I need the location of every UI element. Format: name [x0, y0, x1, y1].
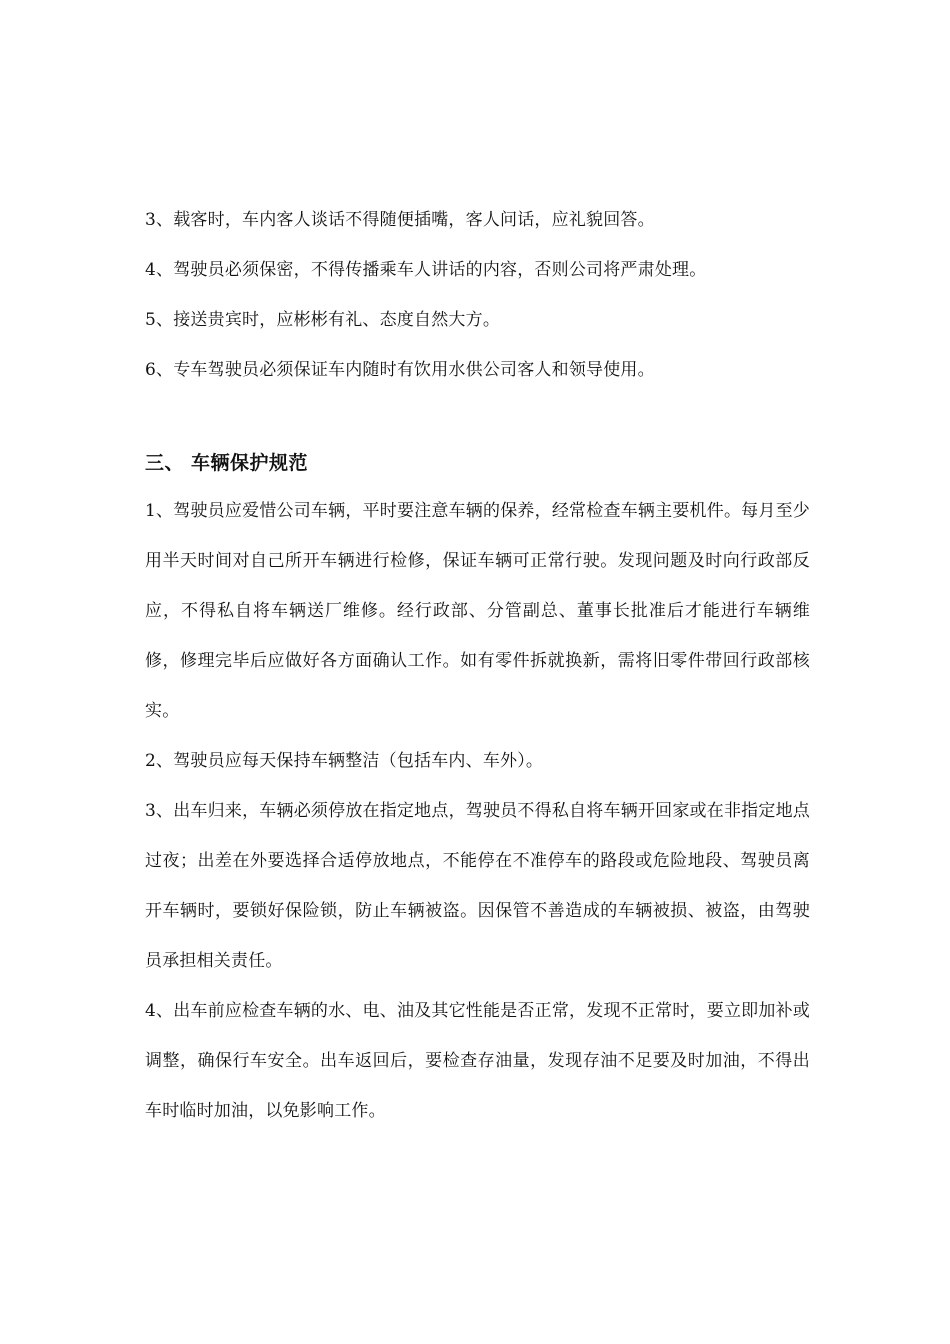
vehicle-rule-1: 1、驾驶员应爱惜公司车辆，平时要注意车辆的保养，经常检查车辆主要机件。每月至少用半天时间对自己所开车辆进行检修，保证车辆可正常行驶。发现问题及时向行政部反应，不得私自将车辆送厂维修。经行政部、分管副总、董事长批准后才能进行车辆维修，修理完毕后应做好各方面确认工作。如有零件拆就换新，需将旧零件带回行政部核实。: [145, 501, 810, 721]
document-content: [145, 208, 810, 1136]
section-heading: [145, 450, 810, 476]
rule-item-6: 6、专车驾驶员必须保证车内随时有饮用水供公司客人和领导使用。: [145, 360, 655, 380]
vehicle-rule-4: 4、出车前应检查车辆的水、电、油及其它性能是否正常，发现不正常时，要立即加补或调整，确保行车安全。出车返回后，要检查存油量，发现存油不足要及时加油，不得出车时临时加油，以免影响工作。: [145, 1001, 810, 1121]
vehicle-rule-3: 3、出车归来，车辆必须停放在指定地点，驾驶员不得私自将车辆开回家或在非指定地点过夜；出差在外要选择合适停放地点，不能停在不准停车的路段或危险地段、驾驶员离开车辆时，要锁好保险锁，防止车辆被盗。因保管不善造成的车辆被损、被盗，由驾驶员承担相关责任。: [145, 801, 810, 971]
rule-item-4: 4、驾驶员必须保密，不得传播乘车人讲话的内容，否则公司将严肃处理。: [145, 260, 707, 280]
rule-item-5: 5、接送贵宾时，应彬彬有礼、态度自然大方。: [145, 310, 501, 330]
section-title: 车辆保护规范: [191, 452, 309, 474]
vehicle-rule-2: 2、驾驶员应每天保持车辆整洁（包括车内、车外）。: [145, 751, 544, 771]
rule-item-3: 3、载客时，车内客人谈话不得随便插嘴，客人问话，应礼貌回答。: [145, 210, 655, 230]
section-number: 三、: [145, 452, 185, 474]
